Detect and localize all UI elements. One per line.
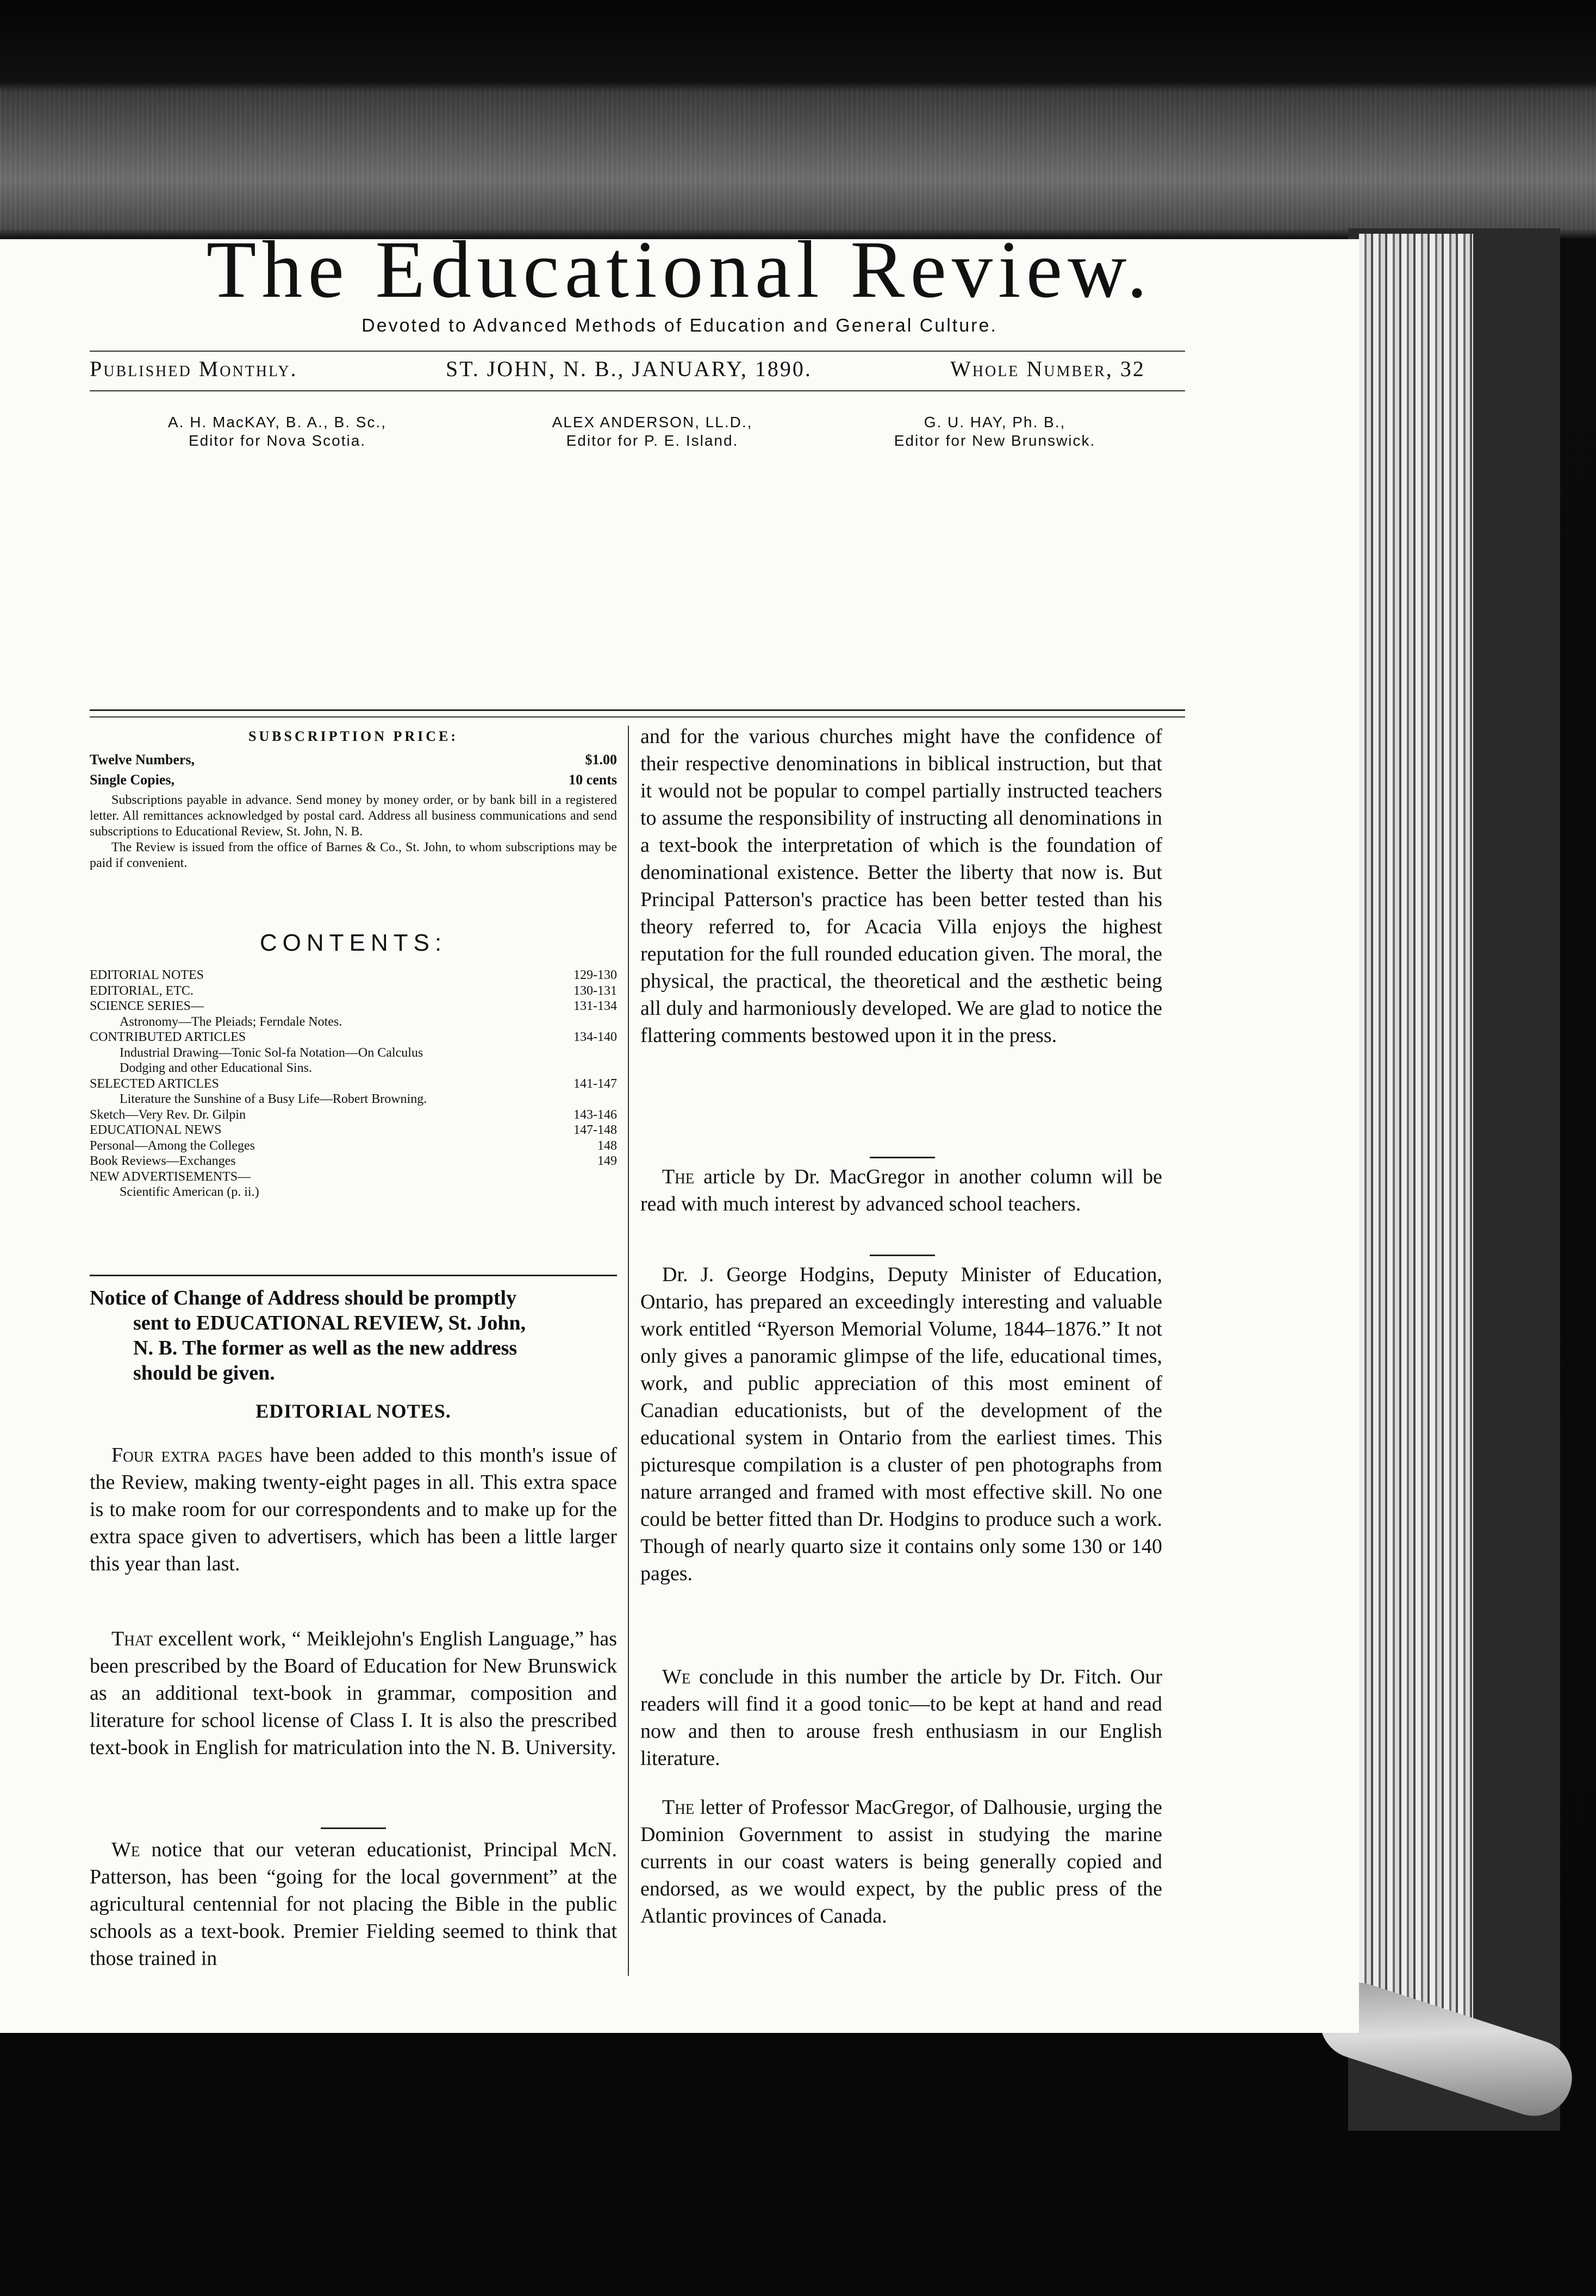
right-p4: We conclude in this number the article by Dr. Fitch. Our readers will find it a good tonic—to be kept at hand and read now and then to arouse fresh enthusiasm in our English literature. <box>640 1665 1162 1770</box>
toc-item: EDITORIAL NOTES 129-130 <box>90 968 617 982</box>
dateline-rule <box>90 390 1185 391</box>
editorial-p2: That excellent work, “ Meiklejohn's English Language,” has been prescribed by the Board of Education for New Brunswick as an additional text-book in grammar, composition and literature for school license of Class I. It is also the prescribed text-book in English for matriculation into the N. B. University. <box>90 1627 617 1759</box>
masthead-title: The Educational Review. <box>206 224 1153 315</box>
price-row-twelve: Twelve Numbers, $1.00 <box>90 752 617 768</box>
right-p1: and for the various churches might have the confidence of their respective denominations in biblical instruction, but that it would not be popular to compel partially instructed teachers to assume the responsibility of instructing all denominations in a text-book the interpretation of which is the foundation of denominational existence. Better the liberty that now is. But Principal Patterson's practice has been better tested than his theory referred to, for Acacia Villa enjoys the highest reputation for the full rounded education given. The moral, the physical, the practical, the theoretical and the æsthetic being all duly and harmoniously developed. We are glad to notice the flattering comments bestowed upon it in the press. <box>640 725 1162 1047</box>
short-rule <box>321 1827 386 1829</box>
editorial-p3: We notice that our veteran educationist, Principal McN. Patterson, has been “going for the local government” at the agricultural centennial for not placing the Bible in the public schools as a text-book. Premier Fielding seemed to think that those trained in <box>90 1838 617 1970</box>
short-rule <box>870 1157 935 1158</box>
short-rule <box>870 1255 935 1256</box>
masthead-subtitle: Devoted to Advanced Methods of Education and General Culture. <box>361 315 998 336</box>
toc-item: Personal—Among the Colleges 148 <box>90 1138 617 1153</box>
toc-item: EDUCATIONAL NEWS 147-148 <box>90 1123 617 1137</box>
subscription-heading: SUBSCRIPTION PRICE: <box>248 728 459 744</box>
published-monthly: Published Monthly. <box>90 357 298 381</box>
column-divider <box>628 726 629 1976</box>
right-p3: Dr. J. George Hodgins, Deputy Minister of Education, Ontario, has prepared an exceedingly interesting and valuable work entitled “Ryerson Memorial Volume, 1844–1876.” It not only gives a panoramic glimpse of the life, educational times, work, and public appreciation of this most eminent of Canadian educationists, but of the development of the educational system in Ontario from the earliest times. This picturesque compilation is a cluster of pen photographs from nature arranged and framed with most effective skill. No one could be better fitted than Dr. Hodgins to produce such a work. Though of nearly quarto size it contains only some 130 or 140 pages. <box>640 1263 1162 1585</box>
contents-heading: CONTENTS: <box>259 929 447 956</box>
toc-item: CONTRIBUTED ARTICLES 134-140 <box>90 1030 617 1044</box>
toc-subitem: Astronomy—The Pleiads; Ferndale Notes. <box>120 1014 342 1029</box>
header-rule-1 <box>90 709 1185 711</box>
right-p5: The letter of Professor MacGregor, of Dalhousie, urging the Dominion Government to assist in studying the marine currents in our coast waters is being generally copied and endorsed, as we would expect, by the public press of the Atlantic provinces of Canada. <box>640 1796 1162 1927</box>
toc-subitem: Literature the Sunshine of a Busy Life—Robert Browning. <box>120 1092 427 1106</box>
toc-item: NEW ADVERTISEMENTS— <box>90 1169 251 1184</box>
toc-subitem: Scientific American (p. ii.) <box>120 1185 259 1199</box>
price-row-single: Single Copies, 10 cents <box>90 772 617 788</box>
toc-item: Book Reviews—Exchanges 149 <box>90 1154 617 1168</box>
page-edges <box>1359 234 1473 2033</box>
subscription-text: Subscriptions payable in advance. Send money by money order, or by bank bill in a registered letter. All remittances acknowledged by postal card. Address all business communications and send subscriptions to Educational Review, St. John, N. B. The Review is issued from the office of Barnes & Co., St. John, to whom subscriptions may be paid if convenient. <box>90 793 617 870</box>
editor-new-brunswick: G. U. HAY, Ph. B., Editor for New Brunswick. <box>894 414 1096 449</box>
toc-item: Sketch—Very Rev. Dr. Gilpin 143-146 <box>90 1107 617 1122</box>
editor-pei: ALEX ANDERSON, LL.D., Editor for P. E. Island. <box>552 414 753 449</box>
whole-number: Whole Number, 32 <box>950 357 1145 381</box>
editorial-notes-heading: EDITORIAL NOTES. <box>255 1400 451 1422</box>
toc-item: EDITORIAL, ETC. 130-131 <box>90 983 617 998</box>
notice-rule <box>90 1275 617 1276</box>
toc-item: SCIENCE SERIES— 131-134 <box>90 999 617 1013</box>
header-rule-2 <box>90 716 1185 718</box>
toc-item: SELECTED ARTICLES 141-147 <box>90 1076 617 1091</box>
change-of-address-notice: Notice of Change of Address should be promptly sent to EDUCATIONAL REVIEW, St. John, N. B. The former as well as the new address should be given. <box>90 1287 526 1384</box>
toc-subitem: Dodging and other Educational Sins. <box>120 1061 312 1075</box>
scan-grain <box>0 87 1596 234</box>
editorial-p1: Four extra pages have been added to this month's issue of the Review, making twenty-eight pages in all. This extra space is to make room for our correspondents and to make up for the extra space given to advertisers, which has been a little larger this year than last. <box>90 1444 617 1575</box>
masthead-rule <box>90 351 1185 352</box>
place-date: ST. JOHN, N. B., JANUARY, 1890. <box>446 357 812 381</box>
toc-subitem: Industrial Drawing—Tonic Sol-fa Notation—On Calculus <box>120 1045 423 1060</box>
contents-list <box>90 968 617 1200</box>
right-p2: The article by Dr. MacGregor in another column will be read with much interest by advanced school teachers. <box>640 1165 1162 1215</box>
editor-nova-scotia: A. H. MacKAY, B. A., B. Sc., Editor for Nova Scotia. <box>168 414 386 449</box>
